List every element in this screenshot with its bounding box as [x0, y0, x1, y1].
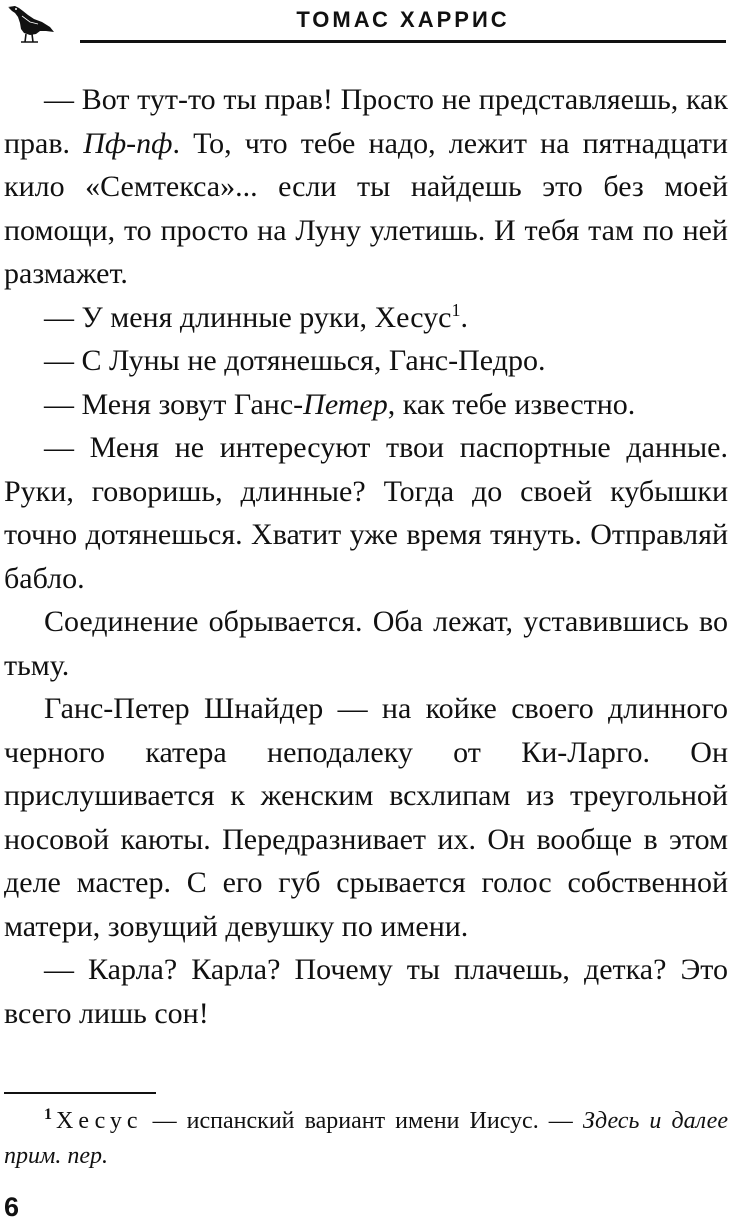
- text-run: .: [460, 300, 468, 334]
- paragraph-1: [4, 78, 728, 296]
- paragraph-8: — Карла? Карла? Почему ты плачешь, детка? Это всего лишь сон!: [4, 953, 728, 1030]
- footnote-term: Хесус: [56, 1108, 143, 1134]
- footnote-note: Здесь и далее прим. пер.: [4, 1108, 728, 1169]
- paragraph-5: — Меня не интересуют твои паспортные данные. Руки, говоришь, длинные? Тогда до своей кубышки точно дотянешься. Хватит уже время тянуть. Отправляй бабло.: [4, 431, 728, 595]
- footnote-reference[interactable]: 1: [451, 299, 461, 320]
- header-author-title: ТОМАС ХАРРИС: [296, 7, 510, 32]
- italic-run: Пф-пф: [83, 126, 173, 160]
- header-divider: [80, 40, 726, 43]
- paragraph-3: — С Луны не дотянешься, Ганс-Педро.: [44, 344, 546, 377]
- paragraph-2: [4, 296, 728, 340]
- italic-run: Петер: [303, 387, 388, 421]
- paragraph-4: [4, 383, 728, 427]
- footnote-divider: [4, 1092, 156, 1094]
- footnote-number: 1: [44, 1106, 52, 1123]
- paragraph-6: Соединение обрывается. Оба лежат, уставившись во тьму.: [4, 605, 728, 682]
- paragraph-7: Ганс-Петер Шнайдер — на койке своего длинного черного катера неподалеку от Ки-Ларго. Он прислушивается к женским всхлипам из треугольной носовой каюты. Передразнивает их. Он вообще в этом деле мастер. С его губ срывается голос собственной матери, зовущий девушку по имени.: [4, 692, 728, 943]
- body-text: [4, 78, 728, 1035]
- text-run: , как тебе известно.: [387, 387, 636, 421]
- running-header: [0, 0, 736, 50]
- text-run: — Вот тут-то ты прав! Просто не представляешь, как прав.: [4, 83, 728, 160]
- page-number: 6: [4, 1192, 20, 1222]
- raven-icon: [6, 2, 56, 48]
- text-run: — У меня длинные руки, Хесус: [44, 300, 452, 334]
- footnote-text: — испанский вариант имени Иисус. —: [142, 1108, 583, 1134]
- footnote: [4, 1104, 728, 1174]
- text-run: — Меня зовут Ганс-: [44, 387, 304, 421]
- text-run: . То, что тебе надо, лежит на пятнадцати кило «Семтекса»... если ты найдешь это без моей помощи, то просто на Луну улетишь. И тебя там по ней размажет.: [4, 126, 728, 290]
